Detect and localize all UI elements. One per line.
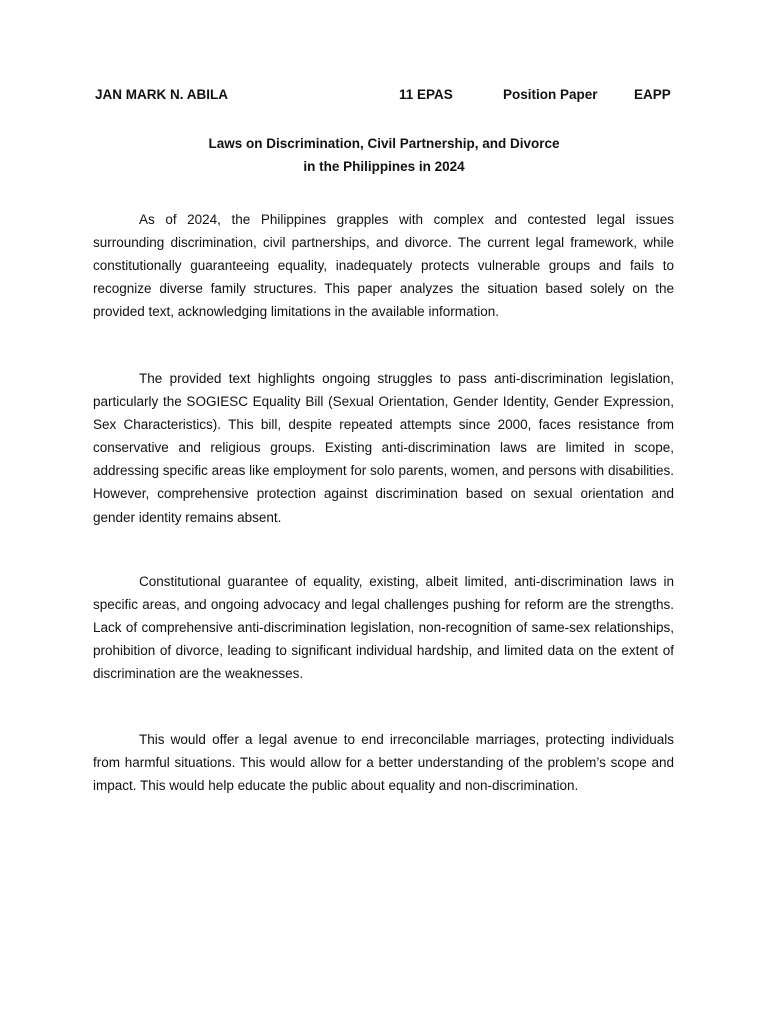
paragraph-legislation: The provided text highlights ongoing struggles to pass anti-discrimination legislation, particularly the SOGIESC Equality Bill (Sexual Orientation, Gender Identity, Gender Expression, Sex Characteristics). This bill, despite repeated attempts since 2000, faces resistance from conservative and religious groups. Existing anti-discrimination laws are limited in scope, addressing specific areas like employment for solo parents, women, and persons with disabilities. However, comprehensive protection against discrimination based on sexual orientation and gender identity remains absent. — [93, 371, 674, 525]
document-type: Position Paper — [503, 87, 598, 102]
paragraph-strengths-weaknesses: Constitutional guarantee of equality, existing, albeit limited, anti-discrimination laws in specific areas, and ongoing advocacy and legal challenges pushing for reform are the strengths. Lack of comprehensive anti-discrimination legislation, non-recognition of same-sex relationships, prohibition of divorce, leading to significant individual hardship, and limited data on the extent of discrimination are the weaknesses. — [93, 574, 674, 682]
title-line-2: in the Philippines in 2024 — [303, 159, 465, 174]
author-name: JAN MARK N. ABILA — [95, 87, 228, 102]
document-header — [95, 87, 675, 105]
paragraph-introduction: As of 2024, the Philippines grapples with complex and contested legal issues surrounding discrimination, civil partnerships, and divorce. The current legal framework, while constitutionally guaranteeing equality, inadequately protects vulnerable groups and fails to recognize diverse family structures. This paper analyzes the situation based solely on the provided text, acknowledging limitations in the available information. — [93, 212, 674, 320]
document-title — [0, 132, 768, 178]
class-section: 11 EPAS — [399, 87, 453, 102]
title-line-1: Laws on Discrimination, Civil Partnership, and Divorce — [208, 136, 560, 151]
paragraph-recommendations: This would offer a legal avenue to end irreconcilable marriages, protecting individuals from harmful situations. This would allow for a better understanding of the problem’s scope and impact. This would help educate the public about equality and non-discrimination. — [93, 732, 674, 794]
subject-code: EAPP — [634, 87, 671, 102]
